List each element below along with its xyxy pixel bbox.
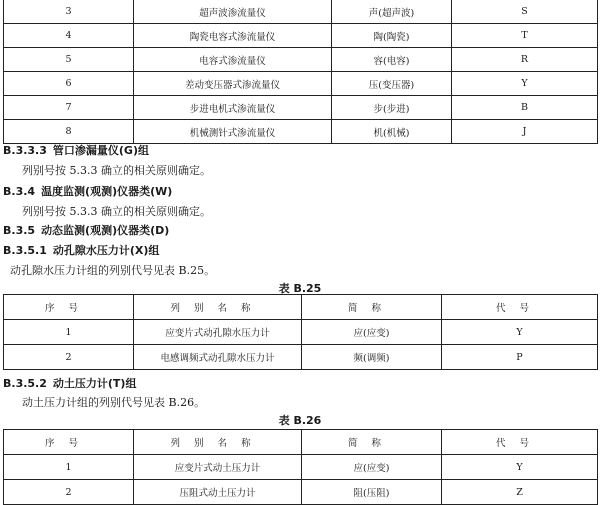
cell-name: 陶瓷电容式渗流量仪 xyxy=(134,24,332,48)
cell-code: T xyxy=(452,24,598,48)
cell-name: 步进电机式渗流量仪 xyxy=(134,96,332,120)
top-table xyxy=(3,0,598,144)
section-number: B.3.5 xyxy=(3,224,36,237)
cell-code: B xyxy=(452,96,598,120)
cell-code: P xyxy=(442,345,598,370)
table-body xyxy=(4,455,598,505)
cell-name: 电容式渗流量仪 xyxy=(134,48,332,72)
header-code: 代号 xyxy=(442,430,598,455)
section-number: B.3.3.3 xyxy=(3,144,47,157)
table-row xyxy=(4,345,598,370)
cell-no: 4 xyxy=(4,24,134,48)
header-no: 序号 xyxy=(4,295,134,320)
section-heading-b333 xyxy=(3,142,149,158)
table-row xyxy=(4,0,598,24)
table-row xyxy=(4,24,598,48)
cell-code: J xyxy=(452,120,598,144)
section-heading-b351 xyxy=(3,242,159,258)
section-body-b352: 动土压力计组的列别代号见表 B.26。 xyxy=(22,396,206,409)
section-title: 温度监测(观测)仪器类(W) xyxy=(41,185,173,198)
header-no: 序号 xyxy=(4,430,134,455)
table-b25 xyxy=(3,294,598,370)
cell-short: 容(电容) xyxy=(332,48,452,72)
cell-short: 陶(陶瓷) xyxy=(332,24,452,48)
top-table-body xyxy=(4,0,598,144)
table-header xyxy=(4,295,598,320)
cell-short: 声(超声波) xyxy=(332,0,452,24)
table-caption-b26: 表 B.26 xyxy=(278,414,322,427)
section-title: 管口渗漏量仪(G)组 xyxy=(52,144,149,157)
table-row xyxy=(4,455,598,480)
cell-short: 机(机械) xyxy=(332,120,452,144)
section-number: B.3.4 xyxy=(3,185,36,198)
table-header xyxy=(4,430,598,455)
cell-code: Y xyxy=(442,455,598,480)
cell-short: 应(应变) xyxy=(302,320,442,345)
cell-short: 步(步进) xyxy=(332,96,452,120)
section-title: 动态监测(观测)仪器类(D) xyxy=(41,224,170,237)
header-short: 简称 xyxy=(302,295,442,320)
cell-short: 阻(压阻) xyxy=(302,480,442,505)
section-title: 动孔隙水压力计(X)组 xyxy=(52,244,160,257)
cell-no: 3 xyxy=(4,0,134,24)
header-row xyxy=(4,295,598,320)
table-caption-b25: 表 B.25 xyxy=(278,282,322,295)
section-heading-b34 xyxy=(3,183,172,199)
table-row xyxy=(4,72,598,96)
cell-name: 机械测针式渗流量仪 xyxy=(134,120,332,144)
cell-code: Y xyxy=(442,320,598,345)
cell-no: 5 xyxy=(4,48,134,72)
section-number: B.3.5.1 xyxy=(3,244,47,257)
table-row xyxy=(4,480,598,505)
table-b26 xyxy=(3,429,598,505)
cell-code: R xyxy=(452,48,598,72)
header-row xyxy=(4,430,598,455)
cell-name: 差动变压器式渗流量仪 xyxy=(134,72,332,96)
cell-code: S xyxy=(452,0,598,24)
cell-no: 6 xyxy=(4,72,134,96)
section-heading-b352 xyxy=(3,375,136,391)
cell-name: 超声波渗流量仪 xyxy=(134,0,332,24)
cell-name: 应变片式动孔隙水压力计 xyxy=(134,320,302,345)
section-body-b333: 列别号按 5.3.3 确立的相关原则确定。 xyxy=(22,164,211,177)
section-title: 动土压力计(T)组 xyxy=(52,377,137,390)
cell-no: 1 xyxy=(4,455,134,480)
table-row xyxy=(4,320,598,345)
cell-name: 电感调频式动孔隙水压力计 xyxy=(134,345,302,370)
table-row xyxy=(4,48,598,72)
cell-short: 频(调频) xyxy=(302,345,442,370)
cell-code: Z xyxy=(442,480,598,505)
header-name: 列别名称 xyxy=(134,430,302,455)
header-short: 简称 xyxy=(302,430,442,455)
cell-name: 压阻式动土压力计 xyxy=(134,480,302,505)
cell-code: Y xyxy=(452,72,598,96)
header-name: 列别名称 xyxy=(134,295,302,320)
cell-no: 7 xyxy=(4,96,134,120)
table-body xyxy=(4,320,598,370)
section-heading-b35 xyxy=(3,222,169,238)
cell-no: 2 xyxy=(4,345,134,370)
section-body-b351: 动孔隙水压力计组的列别代号见表 B.25。 xyxy=(10,264,216,277)
section-number: B.3.5.2 xyxy=(3,377,47,390)
header-code: 代号 xyxy=(442,295,598,320)
cell-short: 应(应变) xyxy=(302,455,442,480)
cell-short: 压(变压器) xyxy=(332,72,452,96)
section-body-b34: 列别号按 5.3.3 确立的相关原则确定。 xyxy=(22,205,211,218)
table-row xyxy=(4,96,598,120)
cell-no: 2 xyxy=(4,480,134,505)
cell-no: 1 xyxy=(4,320,134,345)
cell-name: 应变片式动土压力计 xyxy=(134,455,302,480)
cell-no: 8 xyxy=(4,120,134,144)
table-row xyxy=(4,120,598,144)
